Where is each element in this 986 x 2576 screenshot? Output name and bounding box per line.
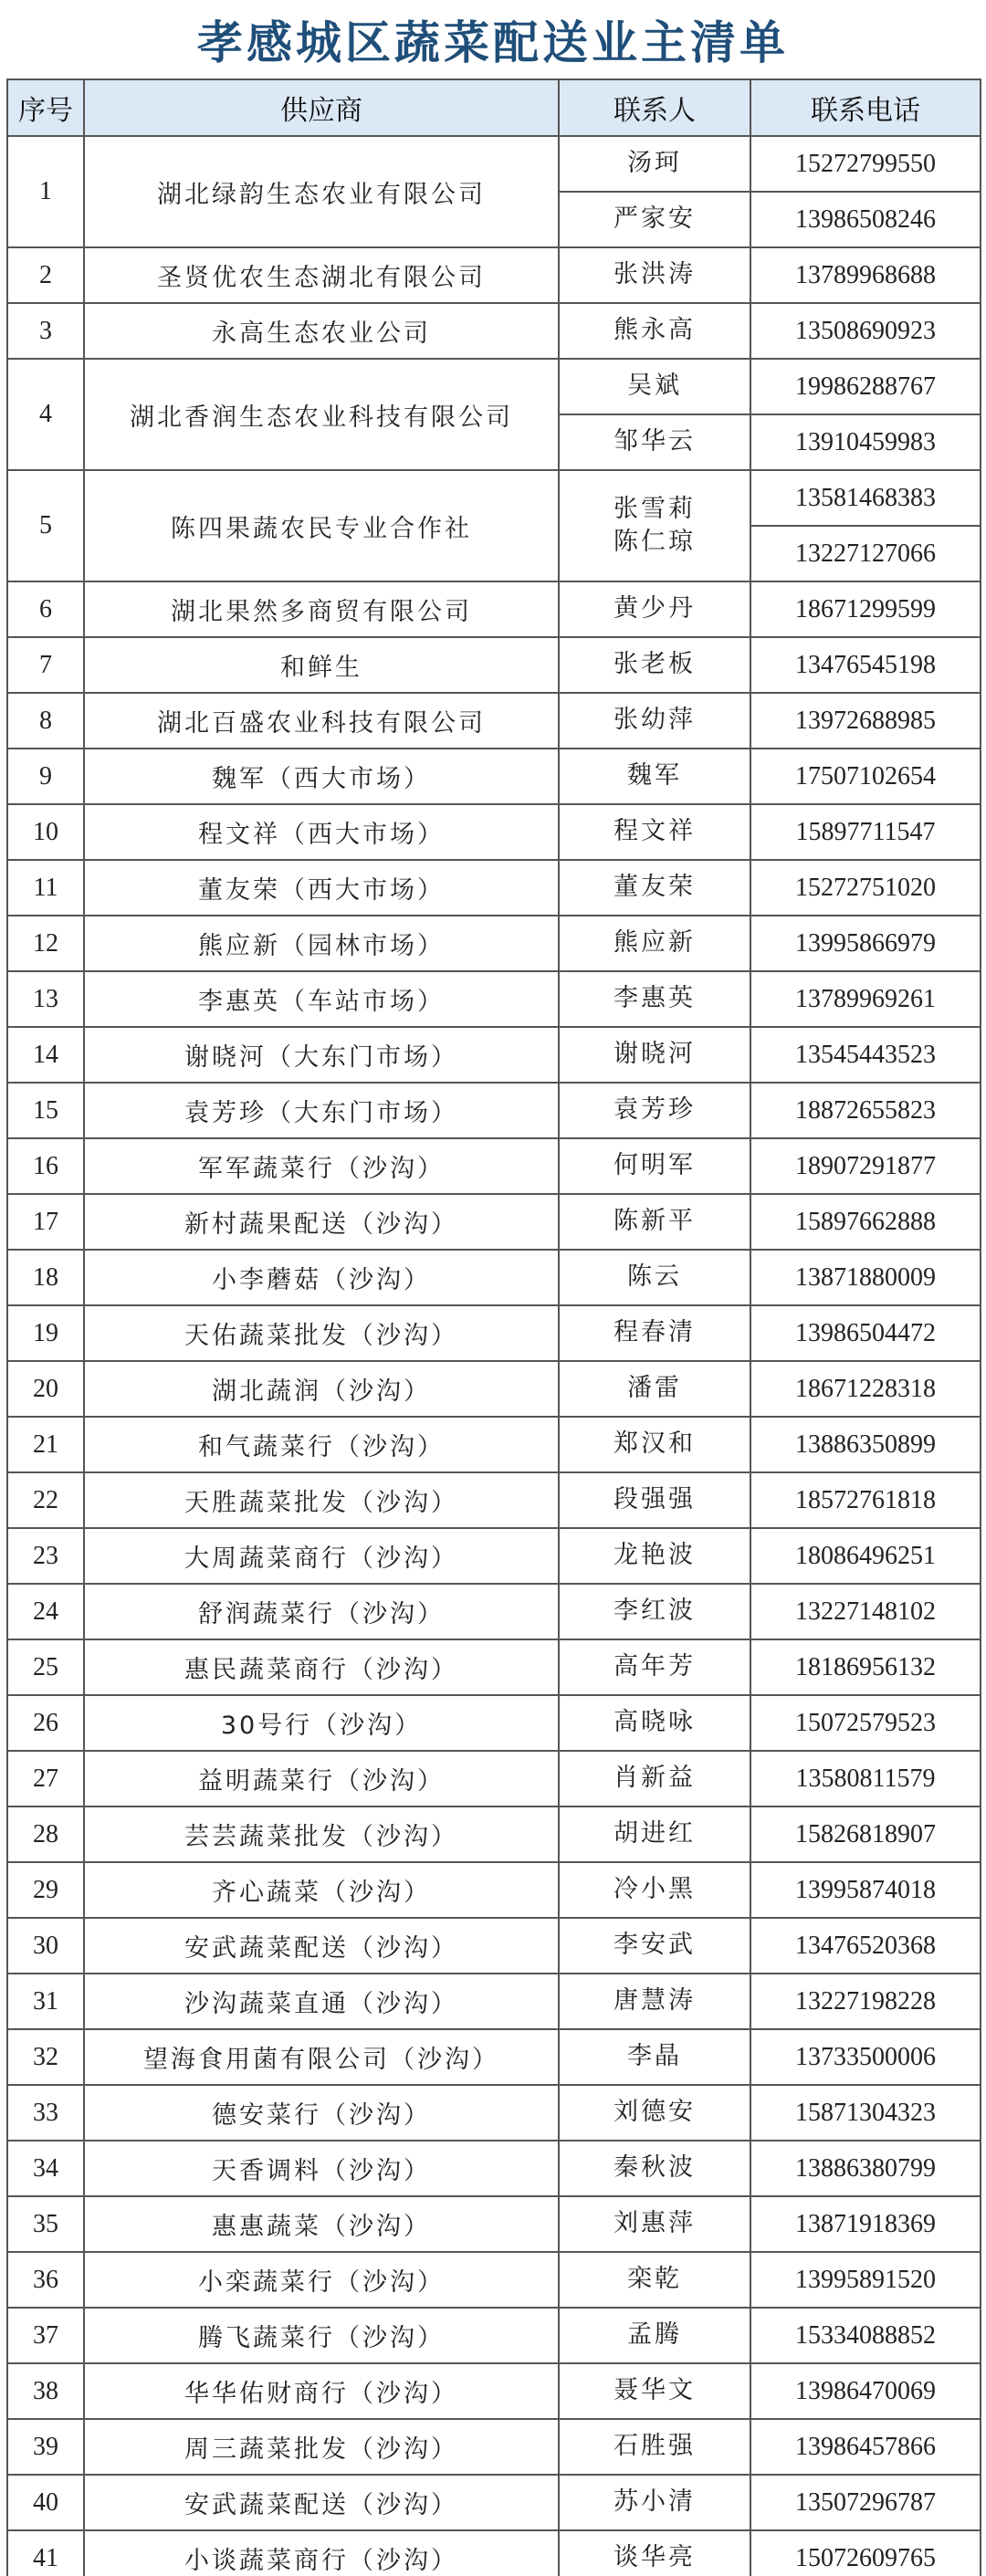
contact-name: 谢晓河	[559, 1027, 750, 1083]
contact-name: 陈云	[559, 1250, 750, 1305]
contact-phone: 13995874018	[750, 1862, 981, 1918]
row-index: 2	[7, 247, 84, 303]
supplier-name: 湖北蔬润（沙沟）	[84, 1361, 559, 1417]
table-row	[7, 2530, 981, 2576]
supplier-name: 天胜蔬菜批发（沙沟）	[84, 1472, 559, 1528]
contact-phone: 15272751020	[750, 860, 981, 916]
supplier-name: 天香调料（沙沟）	[84, 2141, 559, 2196]
contact-phone: 13227127066	[750, 526, 981, 581]
table-row	[7, 1584, 981, 1639]
contact-phone: 13508690923	[750, 303, 981, 359]
row-index: 18	[7, 1250, 84, 1305]
row-index: 22	[7, 1472, 84, 1528]
row-index: 39	[7, 2419, 84, 2475]
table-row	[7, 749, 981, 804]
row-index: 11	[7, 860, 84, 916]
contact-name: 胡进红	[559, 1806, 750, 1862]
supplier-name: 小栾蔬菜行（沙沟）	[84, 2252, 559, 2308]
contact-name: 何明军	[559, 1138, 750, 1194]
supplier-name: 惠惠蔬菜（沙沟）	[84, 2196, 559, 2252]
contact-phone: 13789968688	[750, 247, 981, 303]
contact-phone: 15871304323	[750, 2085, 981, 2141]
contact-phone: 13581468383	[750, 470, 981, 526]
row-index: 21	[7, 1417, 84, 1472]
table-row	[7, 1472, 981, 1528]
table-row	[7, 1361, 981, 1417]
table-row	[7, 2196, 981, 2252]
row-index: 38	[7, 2363, 84, 2419]
table-row	[7, 1250, 981, 1305]
table-row	[7, 470, 981, 526]
contact-phone: 15897662888	[750, 1194, 981, 1250]
supplier-name: 芸芸蔬菜批发（沙沟）	[84, 1806, 559, 1862]
contact-phone: 18907291877	[750, 1138, 981, 1194]
contact-phone: 15072609765	[750, 2530, 981, 2576]
contact-phone: 18572761818	[750, 1472, 981, 1528]
row-index: 27	[7, 1751, 84, 1806]
supplier-name: 陈四果蔬农民专业合作社	[84, 470, 559, 581]
supplier-name: 和鲜生	[84, 637, 559, 693]
contact-name: 孟腾	[559, 2308, 750, 2363]
supplier-name: 和气蔬菜行（沙沟）	[84, 1417, 559, 1472]
contact-name: 聂华文	[559, 2363, 750, 2419]
table-row	[7, 1528, 981, 1584]
contact-name: 刘惠萍	[559, 2196, 750, 2252]
contact-name: 程春清	[559, 1305, 750, 1361]
contact-name: 熊永高	[559, 303, 750, 359]
contact-names	[559, 470, 750, 581]
contact-name: 黄少丹	[559, 581, 750, 637]
supplier-name: 湖北绿韵生态农业有限公司	[84, 136, 559, 247]
row-index: 35	[7, 2196, 84, 2252]
table-row	[7, 1751, 981, 1806]
contact-name: 李惠英	[559, 971, 750, 1027]
contact-phone: 18872655823	[750, 1083, 981, 1138]
row-index: 5	[7, 470, 84, 581]
contact-name: 熊应新	[559, 916, 750, 971]
contact-phone: 13972688985	[750, 693, 981, 749]
contact-phone: 15272799550	[750, 136, 981, 192]
table-row	[7, 1194, 981, 1250]
contact-phone: 18671299599	[750, 581, 981, 637]
table-row	[7, 1639, 981, 1695]
supplier-name: 舒润蔬菜行（沙沟）	[84, 1584, 559, 1639]
contact-name: 高晓咏	[559, 1695, 750, 1751]
contact-name: 段强强	[559, 1472, 750, 1528]
supplier-name: 华华佑财商行（沙沟）	[84, 2363, 559, 2419]
contact-name: 郑汉和	[559, 1417, 750, 1472]
contact-phone: 18186956132	[750, 1639, 981, 1695]
supplier-name: 德安菜行（沙沟）	[84, 2085, 559, 2141]
row-index: 23	[7, 1528, 84, 1584]
table-row	[7, 2419, 981, 2475]
row-index: 17	[7, 1194, 84, 1250]
contact-phone: 13986508246	[750, 192, 981, 247]
contact-name: 严家安	[559, 192, 750, 247]
supplier-name: 安武蔬菜配送（沙沟）	[84, 2475, 559, 2530]
supplier-name: 新村蔬果配送（沙沟）	[84, 1194, 559, 1250]
contact-name: 刘德安	[559, 2085, 750, 2141]
contact-name: 冷小黑	[559, 1862, 750, 1918]
row-index: 1	[7, 136, 84, 247]
table-row	[7, 1027, 981, 1083]
row-index: 6	[7, 581, 84, 637]
contact-phone: 15897711547	[750, 804, 981, 860]
contact-name: 邹华云	[559, 414, 750, 470]
contact-phone: 18086496251	[750, 1528, 981, 1584]
table-row	[7, 247, 981, 303]
header-index: 序号	[7, 79, 84, 136]
row-index: 7	[7, 637, 84, 693]
contact-name: 栾乾	[559, 2252, 750, 2308]
table-row	[7, 1138, 981, 1194]
supplier-name: 益明蔬菜行（沙沟）	[84, 1751, 559, 1806]
contact-phone: 18671228318	[750, 1361, 981, 1417]
row-index: 36	[7, 2252, 84, 2308]
supplier-name: 惠民蔬菜商行（沙沟）	[84, 1639, 559, 1695]
contact-phone: 15826818907	[750, 1806, 981, 1862]
supplier-name: 沙沟蔬菜直通（沙沟）	[84, 1974, 559, 2029]
contact-name: 陈新平	[559, 1194, 750, 1250]
contact-phone: 13227148102	[750, 1584, 981, 1639]
table-row	[7, 971, 981, 1027]
row-index: 15	[7, 1083, 84, 1138]
row-index: 25	[7, 1639, 84, 1695]
row-index: 30	[7, 1918, 84, 1974]
contact-name: 张幼萍	[559, 693, 750, 749]
row-index: 29	[7, 1862, 84, 1918]
contact-phone: 13871918369	[750, 2196, 981, 2252]
contact-phone: 13871880009	[750, 1250, 981, 1305]
contact-phone: 13910459983	[750, 414, 981, 470]
contact-phone: 15072579523	[750, 1695, 981, 1751]
supplier-name: 湖北香润生态农业科技有限公司	[84, 359, 559, 470]
supplier-name: 程文祥（西大市场）	[84, 804, 559, 860]
row-index: 41	[7, 2530, 84, 2576]
table-row	[7, 1305, 981, 1361]
supplier-name: 天佑蔬菜批发（沙沟）	[84, 1305, 559, 1361]
contact-name: 肖新益	[559, 1751, 750, 1806]
contact-phone: 17507102654	[750, 749, 981, 804]
row-index: 10	[7, 804, 84, 860]
contact-name: 张雪莉	[614, 494, 696, 523]
supplier-name: 腾飞蔬菜行（沙沟）	[84, 2308, 559, 2363]
supplier-name: 大周蔬菜商行（沙沟）	[84, 1528, 559, 1584]
row-index: 12	[7, 916, 84, 971]
contact-name: 李安武	[559, 1918, 750, 1974]
contact-phone: 13886380799	[750, 2141, 981, 2196]
supplier-table	[6, 79, 981, 2576]
document-title: 孝感城区蔬菜配送业主清单	[197, 16, 789, 69]
supplier-name: 湖北果然多商贸有限公司	[84, 581, 559, 637]
contact-phone: 13507296787	[750, 2475, 981, 2530]
supplier-name: 齐心蔬菜（沙沟）	[84, 1862, 559, 1918]
supplier-name: 永高生态农业公司	[84, 303, 559, 359]
supplier-name: 小李蘑菇（沙沟）	[84, 1250, 559, 1305]
contact-phone: 13580811579	[750, 1751, 981, 1806]
supplier-name: 熊应新（园林市场）	[84, 916, 559, 971]
supplier-name: 望海食用菌有限公司（沙沟）	[84, 2029, 559, 2085]
row-index: 14	[7, 1027, 84, 1083]
contact-name: 汤珂	[559, 136, 750, 192]
table-row	[7, 2085, 981, 2141]
table-row	[7, 1695, 981, 1751]
table-header-row	[7, 79, 981, 136]
contact-name: 秦秋波	[559, 2141, 750, 2196]
row-index: 16	[7, 1138, 84, 1194]
table-row	[7, 2141, 981, 2196]
row-index: 37	[7, 2308, 84, 2363]
row-index: 19	[7, 1305, 84, 1361]
table-row	[7, 2252, 981, 2308]
table-row	[7, 2475, 981, 2530]
row-index: 34	[7, 2141, 84, 2196]
table-body	[7, 136, 981, 2576]
contact-name: 董友荣	[559, 860, 750, 916]
row-index: 28	[7, 1806, 84, 1862]
row-index: 33	[7, 2085, 84, 2141]
supplier-name: 魏军（西大市场）	[84, 749, 559, 804]
row-index: 13	[7, 971, 84, 1027]
table-row	[7, 1806, 981, 1862]
contact-phone: 13476520368	[750, 1918, 981, 1974]
contact-name: 魏军	[559, 749, 750, 804]
table-row	[7, 693, 981, 749]
table-row	[7, 136, 981, 192]
supplier-name: 李惠英（车站市场）	[84, 971, 559, 1027]
contact-name: 石胜强	[559, 2419, 750, 2475]
header-supplier: 供应商	[84, 79, 559, 136]
contact-phone: 13476545198	[750, 637, 981, 693]
contact-name: 谈华亮	[559, 2530, 750, 2576]
row-index: 3	[7, 303, 84, 359]
contact-phone: 13733500006	[750, 2029, 981, 2085]
table-row	[7, 1083, 981, 1138]
table-row	[7, 581, 981, 637]
table-row	[7, 1862, 981, 1918]
contact-phone: 13545443523	[750, 1027, 981, 1083]
contact-name: 高年芳	[559, 1639, 750, 1695]
supplier-name: 谢晓河（大东门市场）	[84, 1027, 559, 1083]
table-row	[7, 1918, 981, 1974]
supplier-name: 袁芳珍（大东门市场）	[84, 1083, 559, 1138]
contact-name: 唐慧涛	[559, 1974, 750, 2029]
contact-phone: 15334088852	[750, 2308, 981, 2363]
contact-phone: 13986457866	[750, 2419, 981, 2475]
row-index: 4	[7, 359, 84, 470]
table-row	[7, 2363, 981, 2419]
contact-name: 张老板	[559, 637, 750, 693]
contact-phone: 13886350899	[750, 1417, 981, 1472]
supplier-name: 安武蔬菜配送（沙沟）	[84, 1918, 559, 1974]
contact-name: 袁芳珍	[559, 1083, 750, 1138]
table-row	[7, 1974, 981, 2029]
row-index: 20	[7, 1361, 84, 1417]
contact-name: 潘雷	[559, 1361, 750, 1417]
contact-phone: 13789969261	[750, 971, 981, 1027]
supplier-name: 军军蔬菜行（沙沟）	[84, 1138, 559, 1194]
contact-name: 吴斌	[559, 359, 750, 414]
contact-name: 张洪涛	[559, 247, 750, 303]
row-index: 9	[7, 749, 84, 804]
contact-name: 李晶	[559, 2029, 750, 2085]
contact-phone: 13995866979	[750, 916, 981, 971]
contact-name: 苏小清	[559, 2475, 750, 2530]
contact-name: 李红波	[559, 1584, 750, 1639]
supplier-name: 小谈蔬菜商行（沙沟）	[84, 2530, 559, 2576]
supplier-name: 30号行（沙沟）	[84, 1695, 559, 1751]
supplier-name: 董友荣（西大市场）	[84, 860, 559, 916]
contact-phone: 13995891520	[750, 2252, 981, 2308]
row-index: 26	[7, 1695, 84, 1751]
row-index: 24	[7, 1584, 84, 1639]
contact-phone: 19986288767	[750, 359, 981, 414]
row-index: 32	[7, 2029, 84, 2085]
supplier-name: 湖北百盛农业科技有限公司	[84, 693, 559, 749]
table-row	[7, 637, 981, 693]
contact-name: 陈仁琼	[614, 528, 696, 556]
supplier-name: 圣贤优农生态湖北有限公司	[84, 247, 559, 303]
table-row	[7, 860, 981, 916]
table-row	[7, 1417, 981, 1472]
contact-name: 龙艳波	[559, 1528, 750, 1584]
table-row	[7, 2308, 981, 2363]
header-contact: 联系人	[559, 79, 750, 136]
table-row	[7, 359, 981, 414]
contact-phone: 13227198228	[750, 1974, 981, 2029]
contact-phone: 13986470069	[750, 2363, 981, 2419]
supplier-name: 周三蔬菜批发（沙沟）	[84, 2419, 559, 2475]
header-phone: 联系电话	[750, 79, 981, 136]
row-index: 8	[7, 693, 84, 749]
table-row	[7, 804, 981, 860]
contact-phone: 13986504472	[750, 1305, 981, 1361]
contact-name: 程文祥	[559, 804, 750, 860]
table-row	[7, 916, 981, 971]
row-index: 40	[7, 2475, 84, 2530]
table-row	[7, 303, 981, 359]
table-row	[7, 2029, 981, 2085]
row-index: 31	[7, 1974, 84, 2029]
